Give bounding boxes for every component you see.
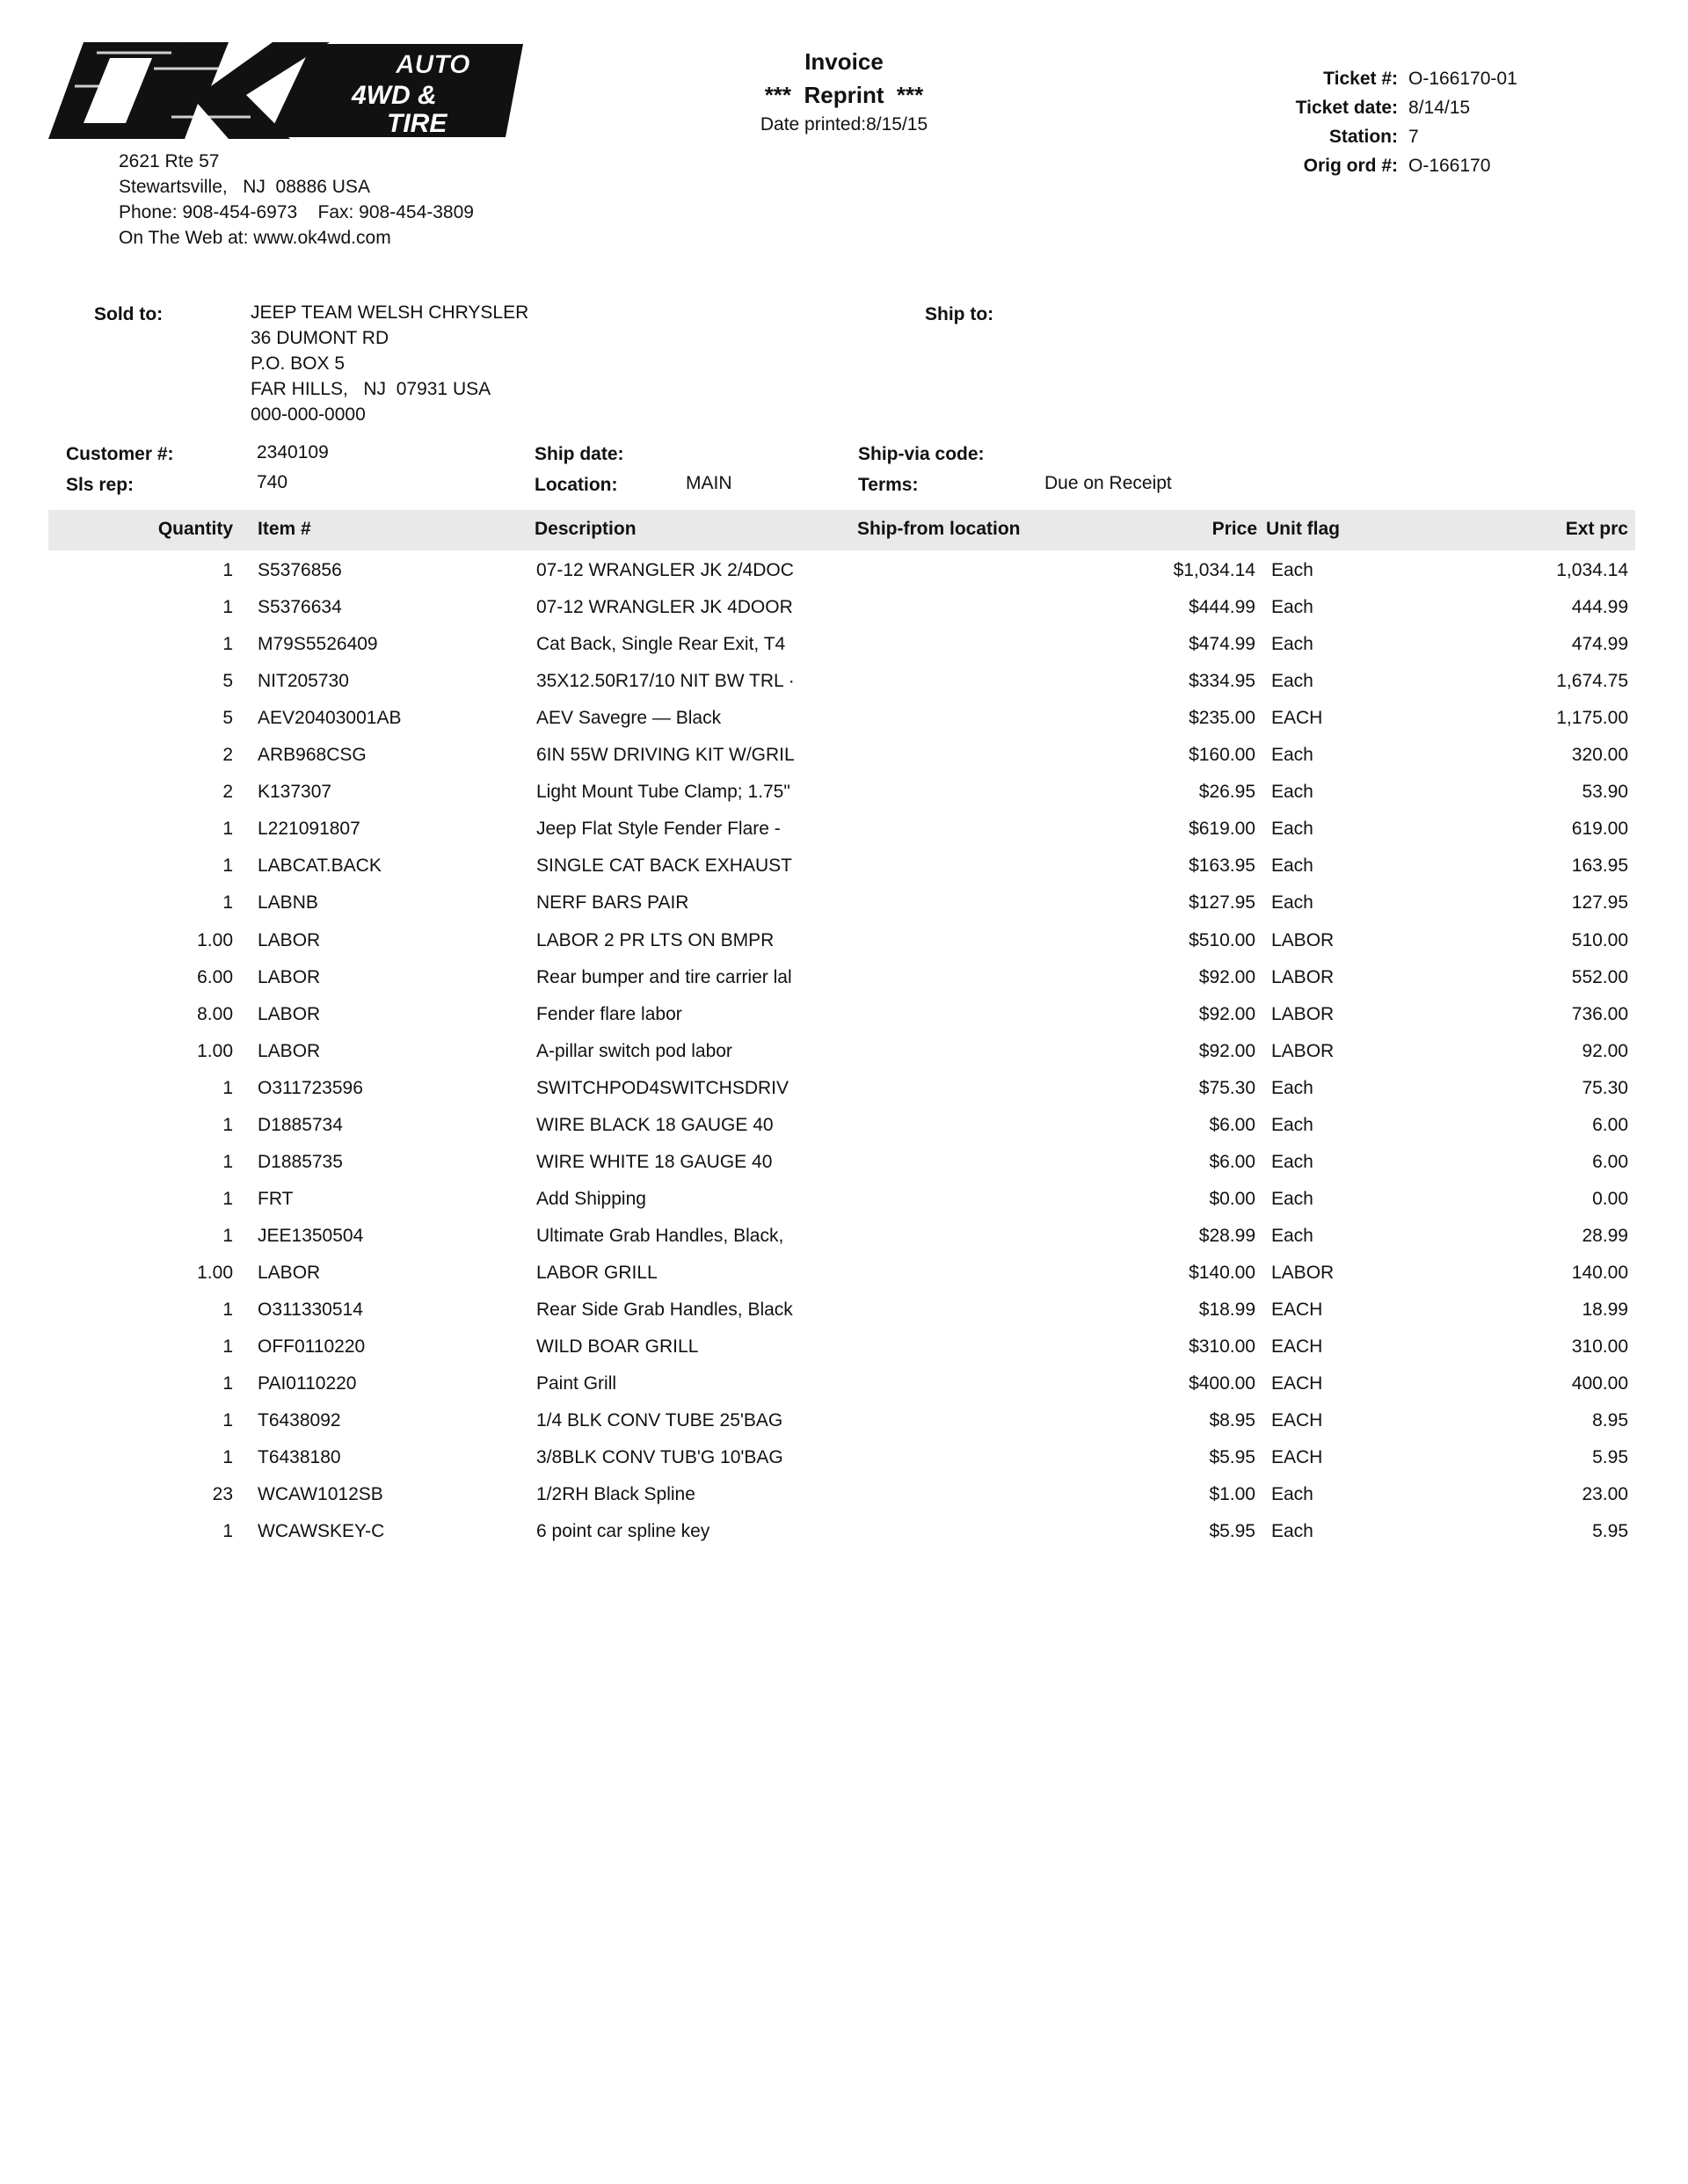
item-price: $1,034.14: [1173, 560, 1255, 580]
item-price: $127.95: [1189, 892, 1255, 914]
item-price: $5.95: [1209, 1521, 1255, 1542]
item-price: $18.99: [1198, 1299, 1255, 1320]
item-ext-price: 5.95: [1592, 1521, 1628, 1542]
item-description: 07-12 WRANGLER JK 4DOOR: [536, 597, 793, 618]
item-unit-flag: EACH: [1271, 1299, 1323, 1320]
item-quantity: 1: [222, 1336, 233, 1358]
table-row: [0, 1004, 1688, 1041]
item-number: L221091807: [258, 819, 360, 840]
table-row: [0, 1373, 1688, 1410]
item-ext-price: 320.00: [1571, 745, 1628, 766]
item-ext-price: 0.00: [1592, 1188, 1628, 1209]
item-quantity: 23: [212, 1484, 233, 1505]
col-quantity: Quantity: [157, 519, 233, 539]
item-ext-price: 1,175.00: [1556, 708, 1628, 729]
item-number: S5376634: [258, 597, 342, 618]
sold-to-city: FAR HILLS, NJ 07931 USA: [251, 379, 491, 399]
customer-number: 2340109: [257, 442, 329, 462]
item-ext-price: 163.95: [1571, 855, 1628, 877]
item-description: 3/8BLK CONV TUB'G 10'BAG: [536, 1447, 783, 1468]
col-item: Item #: [258, 519, 311, 539]
col-description: Description: [535, 519, 637, 539]
item-ext-price: 400.00: [1571, 1373, 1628, 1394]
table-row: [0, 967, 1688, 1004]
sold-to-phone: 000-000-0000: [251, 404, 366, 425]
item-number: LABCAT.BACK: [258, 855, 382, 877]
item-number: T6438180: [258, 1447, 341, 1468]
item-number: OFF0110220: [258, 1336, 366, 1358]
table-row: [0, 745, 1688, 782]
table-row: [0, 597, 1688, 634]
item-description: 6IN 55W DRIVING KIT W/GRIL: [536, 745, 795, 766]
item-number: AEV20403001AB: [258, 708, 402, 729]
item-number: D1885734: [258, 1114, 343, 1135]
item-quantity: 2: [222, 782, 233, 803]
item-quantity: 8.00: [197, 1003, 233, 1024]
item-description: LABOR GRILL: [536, 1262, 658, 1283]
col-ship-from: Ship-from location: [857, 519, 1021, 539]
table-row: [0, 1152, 1688, 1189]
item-unit-flag: Each: [1271, 819, 1313, 840]
table-row: [0, 1226, 1688, 1263]
item-ext-price: 8.95: [1592, 1410, 1628, 1431]
items-table-header: [48, 510, 1635, 550]
item-number: LABOR: [258, 1040, 321, 1061]
table-row: [0, 1410, 1688, 1447]
item-price: $1.00: [1209, 1484, 1255, 1505]
company-address-line1: 2621 Rte 57: [119, 151, 220, 171]
item-quantity: 1: [222, 1077, 233, 1098]
table-row: [0, 1521, 1688, 1558]
item-unit-flag: Each: [1271, 1225, 1313, 1246]
item-unit-flag: Each: [1271, 1151, 1313, 1172]
item-number: T6438092: [258, 1410, 341, 1431]
table-row: [0, 1299, 1688, 1336]
date-printed: Date printed:8/15/15: [760, 114, 928, 135]
item-description: Cat Back, Single Rear Exit, T4: [536, 634, 786, 655]
customer-number-label: Customer #:: [66, 444, 174, 464]
item-ext-price: 510.00: [1571, 929, 1628, 950]
item-quantity: 1.00: [197, 1262, 233, 1283]
table-row: [0, 1189, 1688, 1226]
item-description: WIRE WHITE 18 GAUGE 40: [536, 1151, 773, 1172]
item-unit-flag: Each: [1271, 1484, 1313, 1505]
item-number: O311330514: [258, 1299, 363, 1320]
item-unit-flag: EACH: [1271, 1336, 1323, 1358]
item-price: $444.99: [1189, 597, 1255, 618]
item-price: $26.95: [1198, 782, 1255, 803]
item-unit-flag: EACH: [1271, 708, 1323, 729]
item-description: Add Shipping: [536, 1188, 646, 1209]
col-price: Price: [1211, 519, 1257, 539]
item-quantity: 1: [222, 1410, 233, 1431]
item-description: NERF BARS PAIR: [536, 892, 689, 914]
item-ext-price: 474.99: [1571, 634, 1628, 655]
item-price: $163.95: [1189, 855, 1255, 877]
item-number: LABOR: [258, 929, 321, 950]
ship-to-label: Ship to:: [925, 304, 994, 324]
item-description: 6 point car spline key: [536, 1521, 710, 1542]
item-description: Ultimate Grab Handles, Black,: [536, 1225, 784, 1246]
item-number: FRT: [258, 1188, 294, 1209]
item-number: LABOR: [258, 966, 321, 987]
item-quantity: 1.00: [197, 1040, 233, 1061]
col-unit-flag: Unit flag: [1266, 519, 1340, 539]
item-description: SINGLE CAT BACK EXHAUST: [536, 855, 792, 877]
item-unit-flag: Each: [1271, 1521, 1313, 1542]
item-price: $92.00: [1198, 1003, 1255, 1024]
item-number: M79S5526409: [258, 634, 378, 655]
item-ext-price: 6.00: [1592, 1114, 1628, 1135]
item-price: $140.00: [1189, 1262, 1255, 1283]
item-price: $75.30: [1198, 1077, 1255, 1098]
item-number: O311723596: [258, 1077, 363, 1098]
item-number: ARB968CSG: [258, 745, 367, 766]
item-unit-flag: EACH: [1271, 1447, 1323, 1468]
item-description: 07-12 WRANGLER JK 2/4DOC: [536, 560, 794, 580]
item-unit-flag: EACH: [1271, 1373, 1323, 1394]
invoice-title: Invoice: [804, 48, 884, 75]
item-description: 35X12.50R17/10 NIT BW TRL ·: [536, 671, 795, 692]
item-quantity: 1: [222, 1373, 233, 1394]
item-ext-price: 444.99: [1571, 597, 1628, 618]
sold-to-street: 36 DUMONT RD: [251, 328, 389, 348]
item-number: K137307: [258, 782, 332, 803]
table-row: [0, 671, 1688, 708]
item-ext-price: 75.30: [1582, 1077, 1628, 1098]
item-unit-flag: Each: [1271, 1188, 1313, 1209]
table-row: [0, 855, 1688, 892]
item-description: LABOR 2 PR LTS ON BMPR: [536, 929, 775, 950]
item-description: 1/4 BLK CONV TUBE 25'BAG: [536, 1410, 783, 1431]
item-unit-flag: LABOR: [1271, 966, 1335, 987]
orig-order: O-166170: [1408, 156, 1491, 176]
item-number: LABOR: [258, 1262, 321, 1283]
item-quantity: 1: [222, 1114, 233, 1135]
item-unit-flag: LABOR: [1271, 1003, 1335, 1024]
item-unit-flag: LABOR: [1271, 1040, 1335, 1061]
item-ext-price: 736.00: [1571, 1003, 1628, 1024]
item-number: NIT205730: [258, 671, 349, 692]
item-unit-flag: Each: [1271, 597, 1313, 618]
item-description: AEV Savegre — Black: [536, 708, 722, 729]
item-unit-flag: Each: [1271, 1077, 1313, 1098]
table-row: [0, 1041, 1688, 1078]
sold-to-label: Sold to:: [94, 304, 164, 324]
location-label: Location:: [535, 475, 618, 495]
item-unit-flag: Each: [1271, 671, 1313, 692]
ticket-number-label: Ticket #:: [1323, 69, 1398, 89]
item-number: S5376856: [258, 560, 342, 580]
item-quantity: 1: [222, 892, 233, 914]
item-quantity: 1: [222, 1225, 233, 1246]
table-row: [0, 1336, 1688, 1373]
item-unit-flag: Each: [1271, 745, 1313, 766]
table-row: [0, 1447, 1688, 1484]
item-ext-price: 1,674.75: [1556, 671, 1628, 692]
station-label: Station:: [1328, 127, 1398, 147]
item-quantity: 1: [222, 634, 233, 655]
item-description: Paint Grill: [536, 1373, 617, 1394]
item-ext-price: 140.00: [1571, 1262, 1628, 1283]
item-number: PAI0110220: [258, 1373, 357, 1394]
svg-text:TIRE: TIRE: [387, 109, 447, 138]
table-row: [0, 782, 1688, 819]
item-description: Fender flare labor: [536, 1003, 682, 1024]
item-price: $6.00: [1209, 1114, 1255, 1135]
item-ext-price: 310.00: [1571, 1336, 1628, 1358]
item-quantity: 6.00: [197, 966, 233, 987]
terms-label: Terms:: [858, 475, 919, 495]
station: 7: [1408, 127, 1419, 147]
item-ext-price: 23.00: [1582, 1484, 1628, 1505]
item-unit-flag: Each: [1271, 560, 1313, 580]
item-quantity: 1.00: [197, 929, 233, 950]
item-description: SWITCHPOD4SWITCHSDRIV: [536, 1077, 789, 1098]
item-unit-flag: Each: [1271, 634, 1313, 655]
table-row: [0, 892, 1688, 929]
table-row: [0, 560, 1688, 597]
item-price: $8.95: [1209, 1410, 1255, 1431]
item-quantity: 5: [222, 708, 233, 729]
company-logo: [48, 33, 523, 148]
ship-via-label: Ship-via code:: [858, 444, 985, 464]
item-description: Light Mount Tube Clamp; 1.75": [536, 782, 790, 803]
item-price: $619.00: [1189, 819, 1255, 840]
company-phone-fax: Phone: 908-454-6973 Fax: 908-454-3809: [119, 202, 474, 222]
company-address-line2: Stewartsville, NJ 08886 USA: [119, 177, 370, 197]
item-price: $6.00: [1209, 1151, 1255, 1172]
ticket-number: O-166170-01: [1408, 69, 1517, 89]
item-price: $28.99: [1198, 1225, 1255, 1246]
item-price: $92.00: [1198, 966, 1255, 987]
item-unit-flag: Each: [1271, 892, 1313, 914]
item-quantity: 1: [222, 1299, 233, 1320]
item-price: $235.00: [1189, 708, 1255, 729]
item-quantity: 1: [222, 819, 233, 840]
ship-date-label: Ship date:: [535, 444, 624, 464]
reprint-label: *** Reprint ***: [764, 82, 924, 108]
item-quantity: 1: [222, 1447, 233, 1468]
company-website: On The Web at: www.ok4wd.com: [119, 228, 391, 248]
item-price: $310.00: [1189, 1336, 1255, 1358]
item-unit-flag: Each: [1271, 1114, 1313, 1135]
location: MAIN: [686, 473, 732, 493]
item-price: $5.95: [1209, 1447, 1255, 1468]
item-number: WCAW1012SB: [258, 1484, 383, 1505]
sold-to-pobox: P.O. BOX 5: [251, 353, 345, 374]
item-number: WCAWSKEY-C: [258, 1521, 385, 1542]
item-ext-price: 53.90: [1582, 782, 1628, 803]
item-price: $400.00: [1189, 1373, 1255, 1394]
item-ext-price: 127.95: [1571, 892, 1628, 914]
svg-text:AUTO: AUTO: [396, 50, 470, 79]
col-ext-price: Ext prc: [1565, 519, 1628, 539]
table-row: [0, 1078, 1688, 1115]
svg-text:4WD &: 4WD &: [352, 81, 437, 110]
item-price: $510.00: [1189, 929, 1255, 950]
terms: Due on Receipt: [1044, 473, 1172, 493]
item-quantity: 1: [222, 1151, 233, 1172]
table-row: [0, 1115, 1688, 1152]
item-unit-flag: EACH: [1271, 1410, 1323, 1431]
item-quantity: 1: [222, 560, 233, 580]
item-number: JEE1350504: [258, 1225, 364, 1246]
item-price: $474.99: [1189, 634, 1255, 655]
item-ext-price: 18.99: [1582, 1299, 1628, 1320]
ticket-date: 8/14/15: [1408, 98, 1471, 118]
item-quantity: 1: [222, 1188, 233, 1209]
item-ext-price: 552.00: [1571, 966, 1628, 987]
item-unit-flag: Each: [1271, 782, 1313, 803]
table-row: [0, 1484, 1688, 1521]
item-number: LABOR: [258, 1003, 321, 1024]
item-price: $92.00: [1198, 1040, 1255, 1061]
item-price: $334.95: [1189, 671, 1255, 692]
item-price: $0.00: [1209, 1188, 1255, 1209]
table-row: [0, 708, 1688, 745]
item-ext-price: 28.99: [1582, 1225, 1628, 1246]
item-ext-price: 6.00: [1592, 1151, 1628, 1172]
sales-rep-label: Sls rep:: [66, 475, 135, 495]
item-number: D1885735: [258, 1151, 343, 1172]
item-description: Rear Side Grab Handles, Black: [536, 1299, 793, 1320]
item-unit-flag: Each: [1271, 855, 1313, 877]
item-description: WIRE BLACK 18 GAUGE 40: [536, 1114, 774, 1135]
sales-rep: 740: [257, 472, 288, 492]
ticket-date-label: Ticket date:: [1295, 98, 1398, 118]
item-quantity: 2: [222, 745, 233, 766]
item-number: LABNB: [258, 892, 318, 914]
table-row: [0, 1263, 1688, 1299]
item-ext-price: 5.95: [1592, 1447, 1628, 1468]
table-row: [0, 819, 1688, 855]
item-ext-price: 619.00: [1571, 819, 1628, 840]
item-description: 1/2RH Black Spline: [536, 1484, 695, 1505]
item-quantity: 1: [222, 1521, 233, 1542]
item-quantity: 5: [222, 671, 233, 692]
table-row: [0, 634, 1688, 671]
item-description: WILD BOAR GRILL: [536, 1336, 699, 1358]
item-unit-flag: LABOR: [1271, 929, 1335, 950]
orig-order-label: Orig ord #:: [1303, 156, 1398, 176]
item-description: Jeep Flat Style Fender Flare -: [536, 819, 781, 840]
item-unit-flag: LABOR: [1271, 1262, 1335, 1283]
item-ext-price: 92.00: [1582, 1040, 1628, 1061]
item-quantity: 1: [222, 597, 233, 618]
item-description: A-pillar switch pod labor: [536, 1040, 732, 1061]
item-price: $160.00: [1189, 745, 1255, 766]
table-row: [0, 930, 1688, 967]
item-quantity: 1: [222, 855, 233, 877]
item-ext-price: 1,034.14: [1556, 560, 1628, 580]
sold-to-name: JEEP TEAM WELSH CHRYSLER: [251, 302, 529, 323]
item-description: Rear bumper and tire carrier lal: [536, 966, 792, 987]
